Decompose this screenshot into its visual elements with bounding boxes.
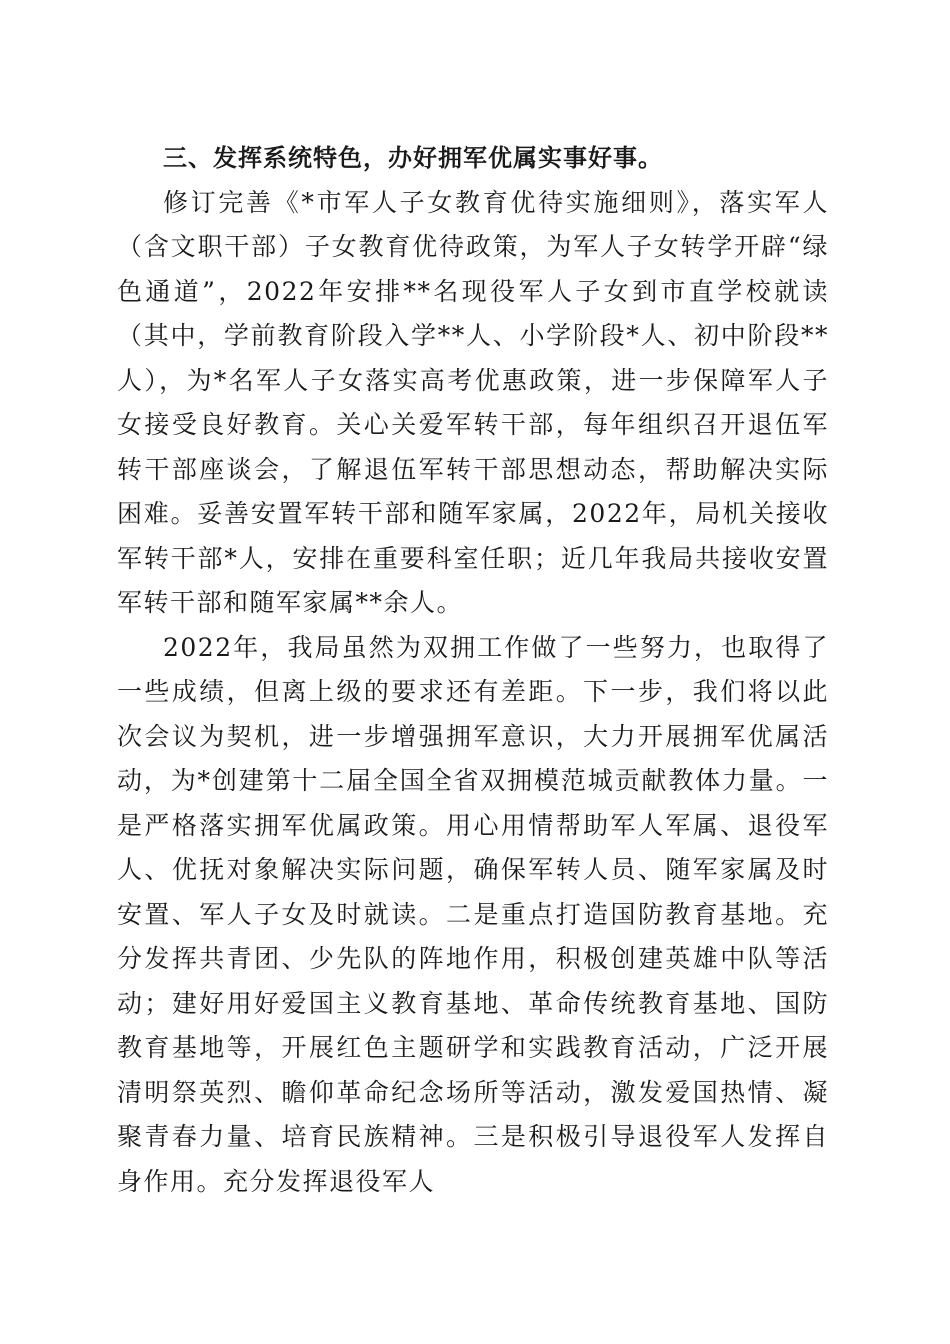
paragraph-military-children-education: 修订完善《*市军人子女教育优待实施细则》，落实军人（含文职干部）子女教育优待政策，为军人子女转学开辟“绿色通道”，2022年安排**名现役军人子女到市直学校就读（其中，学前教育阶段入学**人、小学阶段*人、初中阶段**人），为*名军人子女落实高考优惠政策，进一步保障军人子女接受良好教育。关心关爱军转干部，每年组织召开退伍军转干部座谈会，了解退伍军转干部思想动态，帮助解决实际困难。妥善安置军转干部和随军家属，2022年，局机关接收军转干部*人，安排在重要科室任职；近几年我局共接收安置军转干部和随军家属**余人。 [117, 187, 829, 617]
paragraph-next-steps: 2022年，我局虽然为双拥工作做了一些努力，也取得了一些成绩，但离上级的要求还有差距。下一步，我们将以此次会议为契机，进一步增强拥军意识，大力开展拥军优属活动，为*创建第十二届全国全省双拥模范城贡献教体力量。一是严格落实拥军优属政策。用心用情帮助军人军属、退役军人、优抚对象解决实际问题，确保军转人员、随军家属及时安置、军人子女及时就读。二是重点打造国防教育基地。充分发挥共青团、少先队的阵地作用，积极创建英雄中队等活动；建好用好爱国主义教育基地、革命传统教育基地、国防教育基地等，开展红色主题研学和实践教育活动，广泛开展清明祭英烈、瞻仰革命纪念场所等活动，激发爱国热情、凝聚青春力量、培育民族精神。三是积极引导退役军人发挥自身作用。充分发挥退役军人 [117, 632, 829, 1196]
document-body [117, 136, 829, 1204]
section-heading: 三、发挥系统特色，办好拥军优属实事好事。 [163, 144, 663, 172]
